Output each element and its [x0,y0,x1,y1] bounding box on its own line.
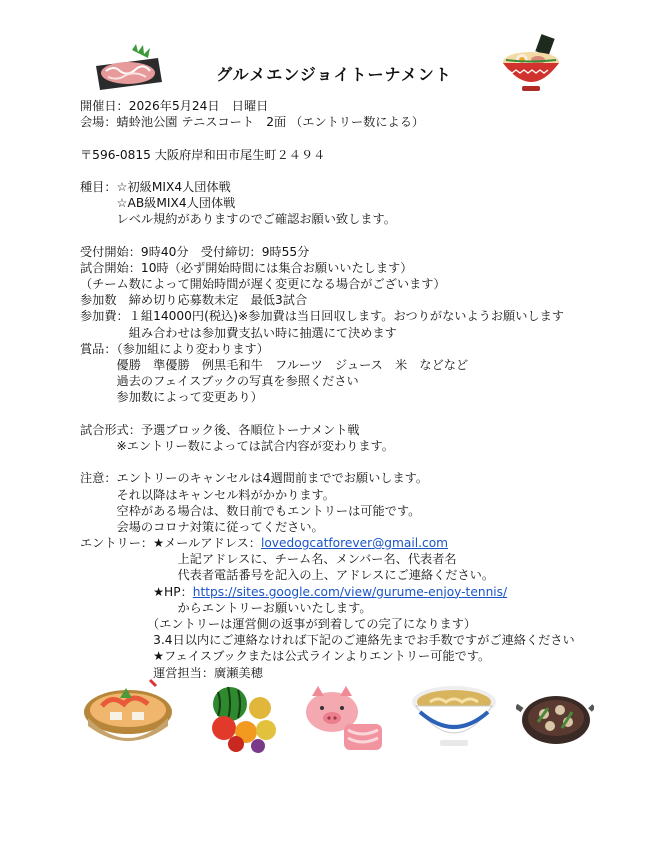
text-line [80,228,640,244]
line-text: 種目：☆初級MIX4人団体戦 [80,179,231,194]
line-text: 試合形式：予選ブロック後、各順位トーナメント戦 [80,422,360,437]
line-text: 会場：蜻蛉池公園 テニスコート 2面 （エントリー数による） [80,115,425,130]
text-line [80,616,640,632]
hotpot-icon [80,676,176,754]
text-line [80,551,640,567]
text-line [80,422,640,438]
text-line [80,389,640,405]
line-text: 会場のコロナ対策に従ってください。 [80,519,324,534]
line-text: 試合開始：10時（必ず開始時間には集合お願いいたします） [80,260,413,275]
text-line [80,195,640,211]
document-body [80,98,640,681]
text-line [80,567,640,583]
page-title: グルメエンジョイトーナメント [216,65,452,84]
text-line [80,244,640,260]
line-text: 優勝 準優勝 例黒毛和牛 フルーツ ジュース 米 などなど [80,358,469,372]
grill-pan-icon [516,688,594,752]
text-line [80,632,640,648]
text-line [80,373,640,389]
line-text: 過去のフェイスブックの写真を参照ください [80,374,359,389]
text-line [80,470,640,486]
line-text: 参加数 締め切り応募数未定 最低3試合 [80,293,308,308]
line-text: 受付開始：9時40分 受付締切：9時55分 [80,244,310,259]
entry-link[interactable]: lovedogcatforever@gmail.com [260,536,449,551]
pig-icon [302,684,386,754]
text-line [80,648,640,664]
text-line [80,584,640,600]
text-line [80,98,640,114]
line-text: エントリー：★メールアドレス： [80,536,261,551]
line-text: 3.4日以内にご連絡なければ下記のご連絡先までお手数ですがご連絡ください [80,633,575,648]
line-text: ★HP： [80,584,193,599]
text-line [80,325,640,341]
text-line [80,519,640,535]
line-text: 参加数によって変更あり） [80,390,263,405]
line-text: 賞品：（参加組により変わります） [80,341,269,356]
text-line [80,357,640,373]
line-text: からエントリーお願いいたします。 [80,600,372,615]
text-line [80,130,640,146]
fruits-icon [206,682,282,754]
text-line [80,292,640,308]
text-line [80,438,640,454]
text-line [80,260,640,276]
text-line [80,147,640,163]
line-text: 組み合わせは参加費支払い時に抽選にて決めます [80,325,397,340]
line-text: 上記アドレスに、チーム名、メンバー名、代表者名 [80,552,457,567]
line-text: 空枠がある場合は、数日前でもエントリーは可能です。 [80,503,421,518]
noodle-bowl-icon [410,680,498,754]
text-line [80,179,640,195]
line-text: （チーム数によって開始時間が遅く変更になる場合がございます） [80,277,446,292]
line-text: ☆AB級MIX4人団体戦 [80,196,236,211]
ramen-icon [500,34,562,96]
line-text: 注意：エントリーのキャンセルは4週間前まででお願いします。 [80,471,429,486]
line-text: 〒596-0815 大阪府岸和田市尾生町２４９４ [80,147,326,162]
line-text: ★フェイスブックまたは公式ラインよりエントリー可能です。 [80,649,491,664]
text-line [80,276,640,292]
line-text: ※エントリー数によっては試合内容が変わります。 [80,438,394,453]
line-text: それ以降はキャンセル料がかかります。 [80,487,335,502]
entry-link[interactable]: https://sites.google.com/view/gurume-enjoy-tennis/ [192,584,508,599]
text-line [80,503,640,519]
line-text: （エントリーは運営側の返事が到着しての完了になります） [80,617,477,631]
text-line [80,308,640,324]
text-line [80,163,640,179]
line-text: 開催日：2026年5月24日 日曜日 [80,99,269,113]
line-text: レベル規約がありますのでご確認お願い致します。 [80,212,396,227]
text-line [80,406,640,422]
line-text: 代表者電話番号を記入の上、アドレスにご連絡ください。 [80,568,495,583]
line-text: 参加費：１組14000円(税込)※参加費は当日回収します。おつりがないようお願いします [80,309,564,324]
text-line [80,211,640,227]
text-line [80,114,640,130]
text-line [80,487,640,503]
line-text: 運営担当：廣瀬美穂 [80,665,263,680]
text-line [80,454,640,470]
text-line [80,535,640,551]
text-line [80,600,640,616]
text-line [80,341,640,357]
